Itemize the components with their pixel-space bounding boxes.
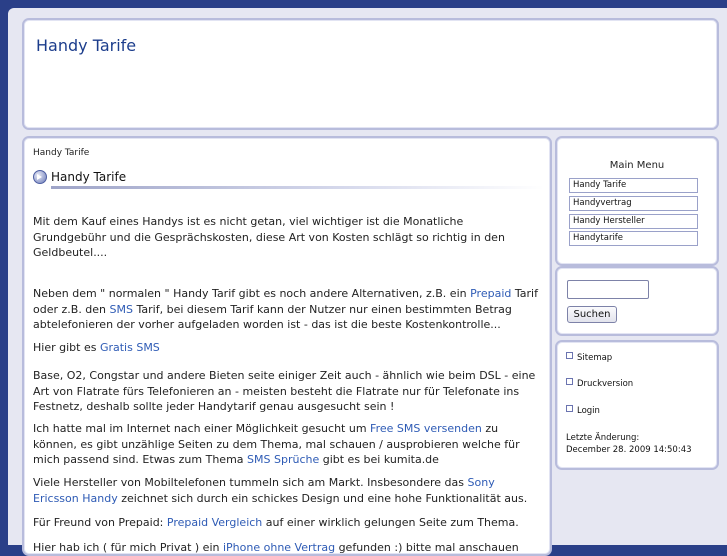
main-content xyxy=(22,136,552,556)
page-title: Handy Tarife xyxy=(51,170,127,184)
last-changed xyxy=(566,432,692,456)
paragraph xyxy=(33,421,538,468)
main-menu xyxy=(555,136,719,266)
heading-divider xyxy=(51,186,544,189)
menu-title: Main Menu xyxy=(609,160,665,171)
prepaid-link[interactable]: Prepaid xyxy=(470,287,512,300)
text: auf einer wirklich gelungen Seite zum Thema. xyxy=(262,516,519,529)
menu-item-handyvertrag[interactable]: Handyvertrag xyxy=(569,196,698,211)
paragraph-text xyxy=(33,540,538,556)
iphone-link[interactable]: iPhone ohne Vertrag xyxy=(222,541,336,554)
info-box xyxy=(555,340,719,470)
sms-link[interactable]: SMS xyxy=(109,302,133,316)
sitemap-label: Sitemap xyxy=(577,353,613,363)
last-changed-label: Letzte Änderung: xyxy=(566,433,640,443)
last-changed-value: December 28. 2009 14:50:43 xyxy=(566,445,692,455)
arrow-right-icon xyxy=(33,170,47,184)
text: zu können, es gibt unzählige Seiten zu dem Thema, mal schauen / ausprobieren welche für mich passend sind. Etwas zum Thema xyxy=(33,422,520,466)
menu-item-handytarife[interactable]: Handytarife xyxy=(569,231,698,246)
breadcrumb: Handy Tarife xyxy=(33,148,90,158)
text: zeichnet sich durch ein schickes Design und eine hohe Funktionalität aus. xyxy=(117,491,528,505)
text: Tarif oder z.B. den xyxy=(33,287,538,316)
paragraph-text xyxy=(33,515,538,531)
text: Viele Hersteller von Mobiltelefonen tummeln sich am Markt. Insbesondere das xyxy=(33,476,468,489)
text: Neben dem " normalen " Handy Tarif gibt es noch andere Alternativen, z.B. ein xyxy=(33,287,471,300)
sitemap-link[interactable] xyxy=(566,352,612,363)
paragraph xyxy=(33,286,538,333)
paragraph-text xyxy=(33,286,538,333)
free-sms-link[interactable]: Free SMS versenden xyxy=(370,422,482,435)
page-heading xyxy=(32,168,544,188)
text: Hier gibt es xyxy=(33,341,100,354)
paragraph xyxy=(33,540,538,556)
paragraph-text: Mit dem Kauf eines Handys ist es nicht getan, viel wichtiger ist die Monatliche Grundgebühr und die Gesprächskosten, diese Art von Kosten schlägt so richtig in den Geldbeutel.... xyxy=(33,215,505,259)
sony-ericsson-link[interactable]: Sony Ericsson Handy xyxy=(33,476,495,505)
gratis-sms-link[interactable]: Gratis SMS xyxy=(99,341,160,354)
paragraph-text xyxy=(33,421,538,468)
text: Tarif, bei diesem Tarif kann der Nutzer nur einen bestimmten Betrag abtelefonieren der vorher aufgeladen worden ist - das ist die beste Kostenkontrolle... xyxy=(33,302,512,331)
bullet-icon xyxy=(566,352,573,359)
text: Für Freund von Prepaid: xyxy=(33,516,167,529)
prepaid-vergleich-link[interactable]: Prepaid Vergleich xyxy=(166,516,263,529)
search-box xyxy=(555,266,719,336)
menu-item-handy-tarife[interactable]: Handy Tarife xyxy=(569,178,698,193)
print-version-label: Druckversion xyxy=(577,379,634,389)
paragraph-text xyxy=(33,475,538,506)
text: Hier hab ich ( für mich Privat ) ein xyxy=(33,541,223,554)
paragraph-text: Base, O2, Congstar und andere Bieten seite einiger Zeit auch - ähnlich wie beim DSL - eine Art von Flatrate fürs Telefonieren an - meisten besteht die Flatrate nur für Telefonate ins Festnetz, deshalb sollte jeder Handytarif genau ausgesucht sein ! xyxy=(33,369,536,413)
text: Ich hatte mal im Internet nach einer Möglichkeit gesucht um xyxy=(33,422,371,435)
print-version-link[interactable] xyxy=(566,378,633,389)
login-label: Login xyxy=(577,406,600,416)
paragraph xyxy=(33,475,538,506)
paragraph xyxy=(33,214,538,261)
text: gefunden :) bitte mal anschauen xyxy=(335,541,519,554)
paragraph xyxy=(33,368,538,415)
paragraph xyxy=(33,340,538,356)
site-header xyxy=(22,18,719,130)
search-button[interactable]: Suchen xyxy=(567,306,617,323)
bullet-icon xyxy=(566,405,573,412)
text: gibt es bei kumita.de xyxy=(319,453,439,466)
site-title[interactable]: Handy Tarife xyxy=(36,36,137,55)
paragraph xyxy=(33,515,538,531)
bullet-icon xyxy=(566,378,573,385)
paragraph-text xyxy=(33,340,538,356)
menu-item-handy-hersteller[interactable]: Handy Hersteller xyxy=(569,214,698,229)
search-input[interactable] xyxy=(567,280,649,299)
login-link[interactable] xyxy=(566,405,600,416)
sms-sprueche-link[interactable]: SMS Sprüche xyxy=(247,453,320,466)
